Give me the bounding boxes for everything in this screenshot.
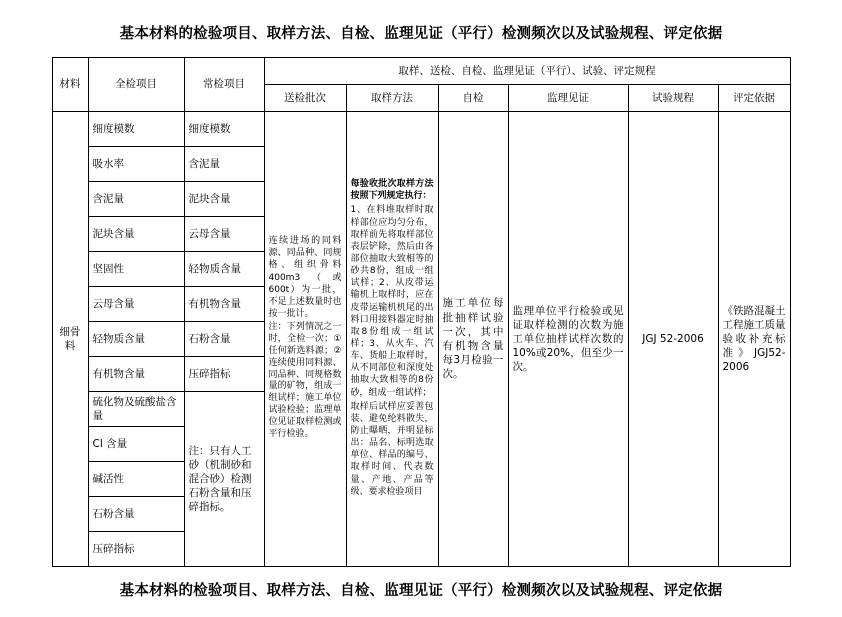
list-item: 硫化物及硫酸盐含量 <box>88 392 184 427</box>
header-material: 材料 <box>52 58 88 112</box>
sample-method-body-1: 1、在料堆取样时取样部位应均匀分布，取样前先将取样部位表层铲除，然后由各部位抽取大致相等的砂共8份，组成一组试样；2、从皮带运输机上取样时，应在皮带运输机机尾的出料口用接料器定时抽取8份组成一组试样；3、从火车、汽车、货船上取样时，从不同部位和深度处抽取大致相等的8份砂，组成一组试样； <box>350 205 434 398</box>
list-item: 云母含量 <box>184 217 264 252</box>
list-item: 含泥量 <box>88 182 184 217</box>
page-title-bottom: 基本材料的检验项目、取样方法、自检、监理见证（平行）检测频次以及试验规程、评定依据 <box>119 583 723 599</box>
list-item: 含泥量 <box>184 147 264 182</box>
list-item: 细度模数 <box>184 112 264 147</box>
list-item: 碱活性 <box>88 462 184 497</box>
header-normal-items: 常检项目 <box>184 58 264 112</box>
list-item: 轻物质含量 <box>184 252 264 287</box>
table-header-row-1 <box>52 58 790 85</box>
list-item: 吸水率 <box>88 147 184 182</box>
row-label-material <box>52 112 88 567</box>
list-item: 泥块含量 <box>88 217 184 252</box>
list-item: 泥块含量 <box>184 182 264 217</box>
list-item: 有机物含量 <box>88 357 184 392</box>
list-item: 压碎指标 <box>88 532 184 567</box>
cell-witness: 监理单位平行检验或见证取样检测的次数为施工单位抽样试样次数的10%或20%，但至少一次。 <box>508 112 628 567</box>
sample-method-heading: 每验收批次取样方法按照下列规定执行： <box>350 179 434 202</box>
list-item: 石粉含量 <box>184 322 264 357</box>
list-item: 坚固性 <box>88 252 184 287</box>
header-basis: 评定依据 <box>718 85 790 112</box>
normal-items-note: 注：只有人工砂（机制砂和混合砂）检测石粉含量和压碎指标。 <box>184 392 264 567</box>
document-page <box>0 22 842 617</box>
sample-method-body-2: 取样后试样应妥善包装、避免纶料散失，防止曝晒，并明显标出：品名、标明选取单位、样品的编号、取样时间、代表数量、产地、产品等级、要求检验项目 <box>350 401 434 497</box>
header-full-items: 全检项目 <box>88 58 184 112</box>
batch-text: 连续进场的同料源、同品种、同规格、组织骨料400m3（或600t）为一批，不足上述数量时也按一批计。 <box>268 236 342 319</box>
list-item: 压碎指标 <box>184 357 264 392</box>
list-item: Cl 含量 <box>88 427 184 462</box>
cell-basis: 《铁路混凝土工程施工质量验收补充标准》JGJ52-2006 <box>718 112 790 567</box>
table-row <box>52 112 790 147</box>
page-title-top: 基本材料的检验项目、取样方法、自检、监理见证（平行）检测频次以及试验规程、评定依据 <box>119 26 723 42</box>
header-witness: 监理见证 <box>508 85 628 112</box>
list-item: 石粉含量 <box>88 497 184 532</box>
header-batch: 送检批次 <box>264 85 346 112</box>
list-item: 云母含量 <box>88 287 184 322</box>
list-item: 轻物质含量 <box>88 322 184 357</box>
batch-note: 注：下列情况之一时，全检一次；①任何新选料源；②连续使用同料源、同品种、同规格数量的矿物，组成一组试样；施工单位试验检验；监理单位见证取样检测或平行检验。 <box>268 322 342 439</box>
header-test-spec: 试验规程 <box>628 85 718 112</box>
cell-self-check: 施工单位每批抽样试验一次，其中有机物含量每3月检验一次。 <box>438 112 508 567</box>
row-label-text: 细骨料 <box>59 325 81 352</box>
cell-sample-method <box>346 112 438 567</box>
cell-test-spec: JGJ 52-2006 <box>628 112 718 567</box>
header-sample-method: 取样方法 <box>346 85 438 112</box>
list-item: 细度模数 <box>88 112 184 147</box>
header-self-check: 自检 <box>438 85 508 112</box>
list-item: 有机物含量 <box>184 287 264 322</box>
materials-inspection-table <box>52 57 791 567</box>
header-group-right: 取样、送检、自检、监理见证（平行）、试验、评定规程 <box>264 58 790 85</box>
cell-batch <box>264 112 346 567</box>
